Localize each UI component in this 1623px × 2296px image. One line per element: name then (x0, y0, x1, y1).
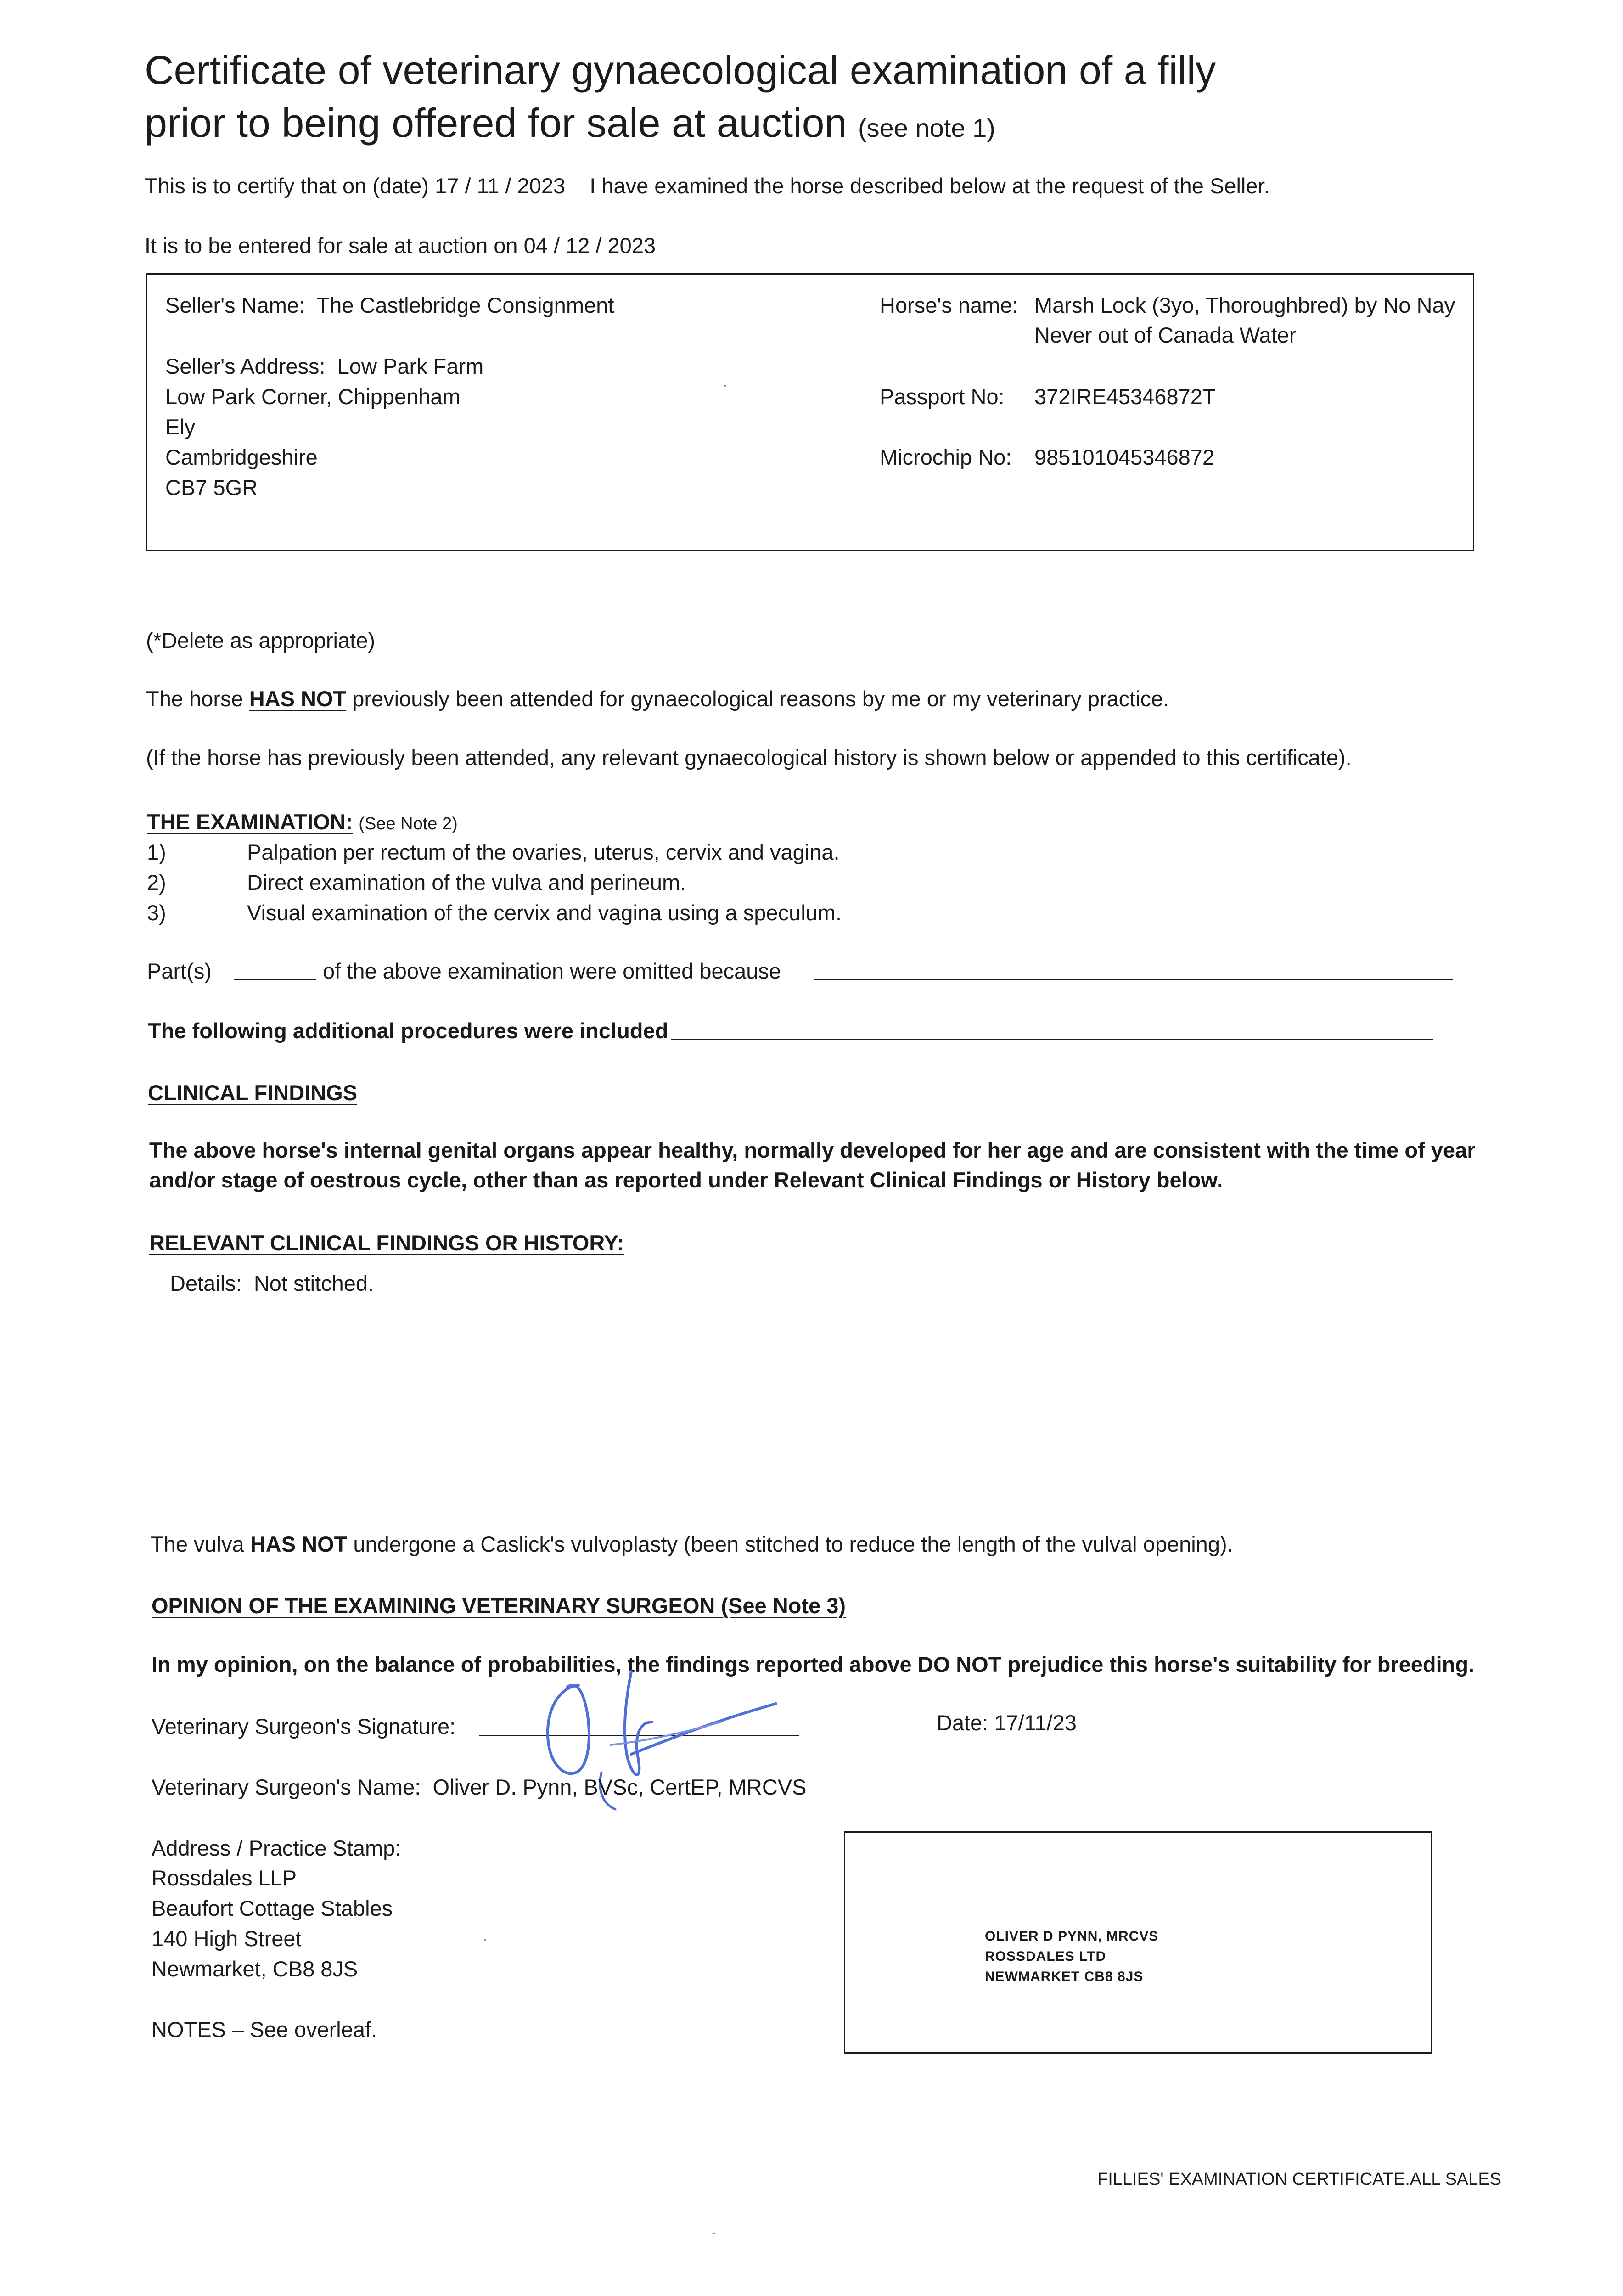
examination-heading-row (147, 808, 458, 838)
scan-speck (713, 2233, 715, 2234)
omitted-prefix: Part(s) (147, 959, 212, 983)
exam-item-text: Palpation per rectum of the ovaries, uterus, cervix and vagina. (247, 840, 840, 864)
title-line2-text: prior to being offered for sale at auction (145, 100, 847, 146)
form-footer: FILLIES' EXAMINATION CERTIFICATE.ALL SALES (1097, 2170, 1502, 2189)
practice-address-line: Newmarket, CB8 8JS (152, 1957, 358, 1981)
certify-suffix: I have examined the horse described below at the request of the Seller. (590, 174, 1270, 198)
examination-note: (See Note 2) (359, 814, 458, 833)
seller-name: The Castlebridge Consignment (316, 293, 614, 317)
seller-address-line: Low Park Corner, Chippenham (165, 384, 461, 409)
exam-date: 17 / 11 / 2023 (435, 174, 566, 198)
passport-label: Passport No: (880, 384, 1005, 409)
omitted-reason-field[interactable] (814, 979, 1453, 980)
signature-date-row (937, 1709, 1077, 1737)
omitted-parts-field[interactable] (234, 979, 316, 980)
clinical-findings-line2: and/or stage of oestrous cycle, other than as reported under Relevant Clinical Findings or History below. (149, 1168, 1223, 1192)
scan-speck (724, 385, 726, 387)
surgeon-name-label: Veterinary Surgeon's Name: (152, 1775, 421, 1799)
seller-address-label: Seller's Address: (165, 354, 326, 378)
exam-item-num: 1) (147, 840, 166, 864)
horse-name-line1: Marsh Lock (3yo, Thoroughbred) by No Nay (1034, 293, 1455, 317)
seller-name-row (165, 292, 614, 319)
scan-speck (484, 1939, 486, 1941)
stamp-line: OLIVER D PYNN, MRCVS (985, 1929, 1159, 1944)
signature-label: Veterinary Surgeon's Signature: (152, 1714, 456, 1739)
vulva-prefix: The vulva (151, 1532, 244, 1556)
seller-address-row (165, 353, 483, 380)
seller-name-label: Seller's Name: (165, 293, 305, 317)
attendance-statement (146, 685, 1169, 713)
clinical-findings-heading: CLINICAL FINDINGS (148, 1080, 358, 1105)
additional-procedures-label: The following additional procedures were included (148, 1019, 668, 1043)
exam-item-text: Direct examination of the vulva and perineum. (247, 870, 686, 895)
practice-address-line: 140 High Street (152, 1926, 302, 1951)
exam-item-num: 3) (147, 900, 166, 925)
omitted-middle: of the above examination were omitted because (323, 959, 781, 983)
details-label: Details: (170, 1271, 242, 1295)
certify-line (145, 172, 1270, 200)
surgeon-name: Oliver D. Pynn, BVSc, CertEP, MRCVS (432, 1775, 807, 1799)
stamp-line: ROSSDALES LTD (985, 1949, 1106, 1964)
seller-address-line: Ely (165, 415, 196, 439)
practice-address-label: Address / Practice Stamp: (152, 1836, 401, 1860)
certificate-title-line2 (145, 96, 995, 155)
seller-address-line: Low Park Farm (337, 354, 484, 378)
horse-name-label: Horse's name: (880, 293, 1018, 317)
surgeon-name-row (152, 1773, 807, 1801)
details-row (170, 1270, 374, 1297)
delete-note: (*Delete as appropriate) (146, 628, 375, 653)
exam-item-num: 2) (147, 870, 166, 895)
signature-date: 17/11/23 (994, 1711, 1077, 1735)
examination-heading: THE EXAMINATION: (147, 810, 353, 834)
seller-address-line: CB7 5GR (165, 475, 258, 500)
practice-address-line: Rossdales LLP (152, 1866, 297, 1890)
clinical-findings-line1: The above horse's internal genital organs appear healthy, normally developed for her age and are consistent with the time of year (149, 1138, 1476, 1162)
vulva-suffix: undergone a Caslick's vulvoplasty (been stitched to reduce the length of the vulval opening). (353, 1532, 1233, 1556)
date-label: Date: (937, 1711, 988, 1735)
stamp-line: NEWMARKET CB8 8JS (985, 1969, 1144, 1984)
microchip-label: Microchip No: (880, 445, 1012, 469)
vulva-status: HAS NOT (250, 1532, 348, 1556)
auction-line (145, 232, 656, 259)
attendance-suffix: previously been attended for gynaecological reasons by me or my veterinary practice. (352, 687, 1169, 711)
vulva-statement (151, 1531, 1233, 1558)
opinion-heading: OPINION OF THE EXAMINING VETERINARY SURGEON (See Note 3) (152, 1593, 846, 1618)
seller-address-line: Cambridgeshire (165, 445, 318, 469)
history-note: (If the horse has previously been attended, any relevant gynaecological history is shown below or appended to this certificate). (146, 745, 1352, 770)
relevant-findings-heading: RELEVANT CLINICAL FINDINGS OR HISTORY: (149, 1231, 624, 1255)
notes-reference: NOTES – See overleaf. (152, 2017, 377, 2042)
attendance-status: HAS NOT (249, 687, 347, 711)
exam-item-text: Visual examination of the cervix and vagina using a speculum. (247, 900, 842, 925)
auction-date: 04 / 12 / 2023 (523, 233, 656, 258)
certify-prefix: This is to certify that on (date) (145, 174, 429, 198)
details-text: Not stitched. (253, 1271, 374, 1295)
practice-address-line: Beaufort Cottage Stables (152, 1896, 393, 1920)
additional-procedures-field[interactable] (671, 1039, 1433, 1040)
opinion-text: In my opinion, on the balance of probabilities, the findings reported above DO NOT prejudice this horse's suitability for breeding. (152, 1652, 1475, 1677)
horse-name-line2: Never out of Canada Water (1034, 323, 1297, 347)
attendance-prefix: The horse (146, 687, 243, 711)
microchip-number: 985101045346872 (1034, 445, 1215, 469)
auction-prefix: It is to be entered for sale at auction on (145, 233, 518, 258)
certificate-title-line1: Certificate of veterinary gynaecological examination of a filly (145, 47, 1216, 93)
title-note: (see note 1) (858, 113, 995, 142)
passport-number: 372IRE45346872T (1034, 384, 1216, 409)
